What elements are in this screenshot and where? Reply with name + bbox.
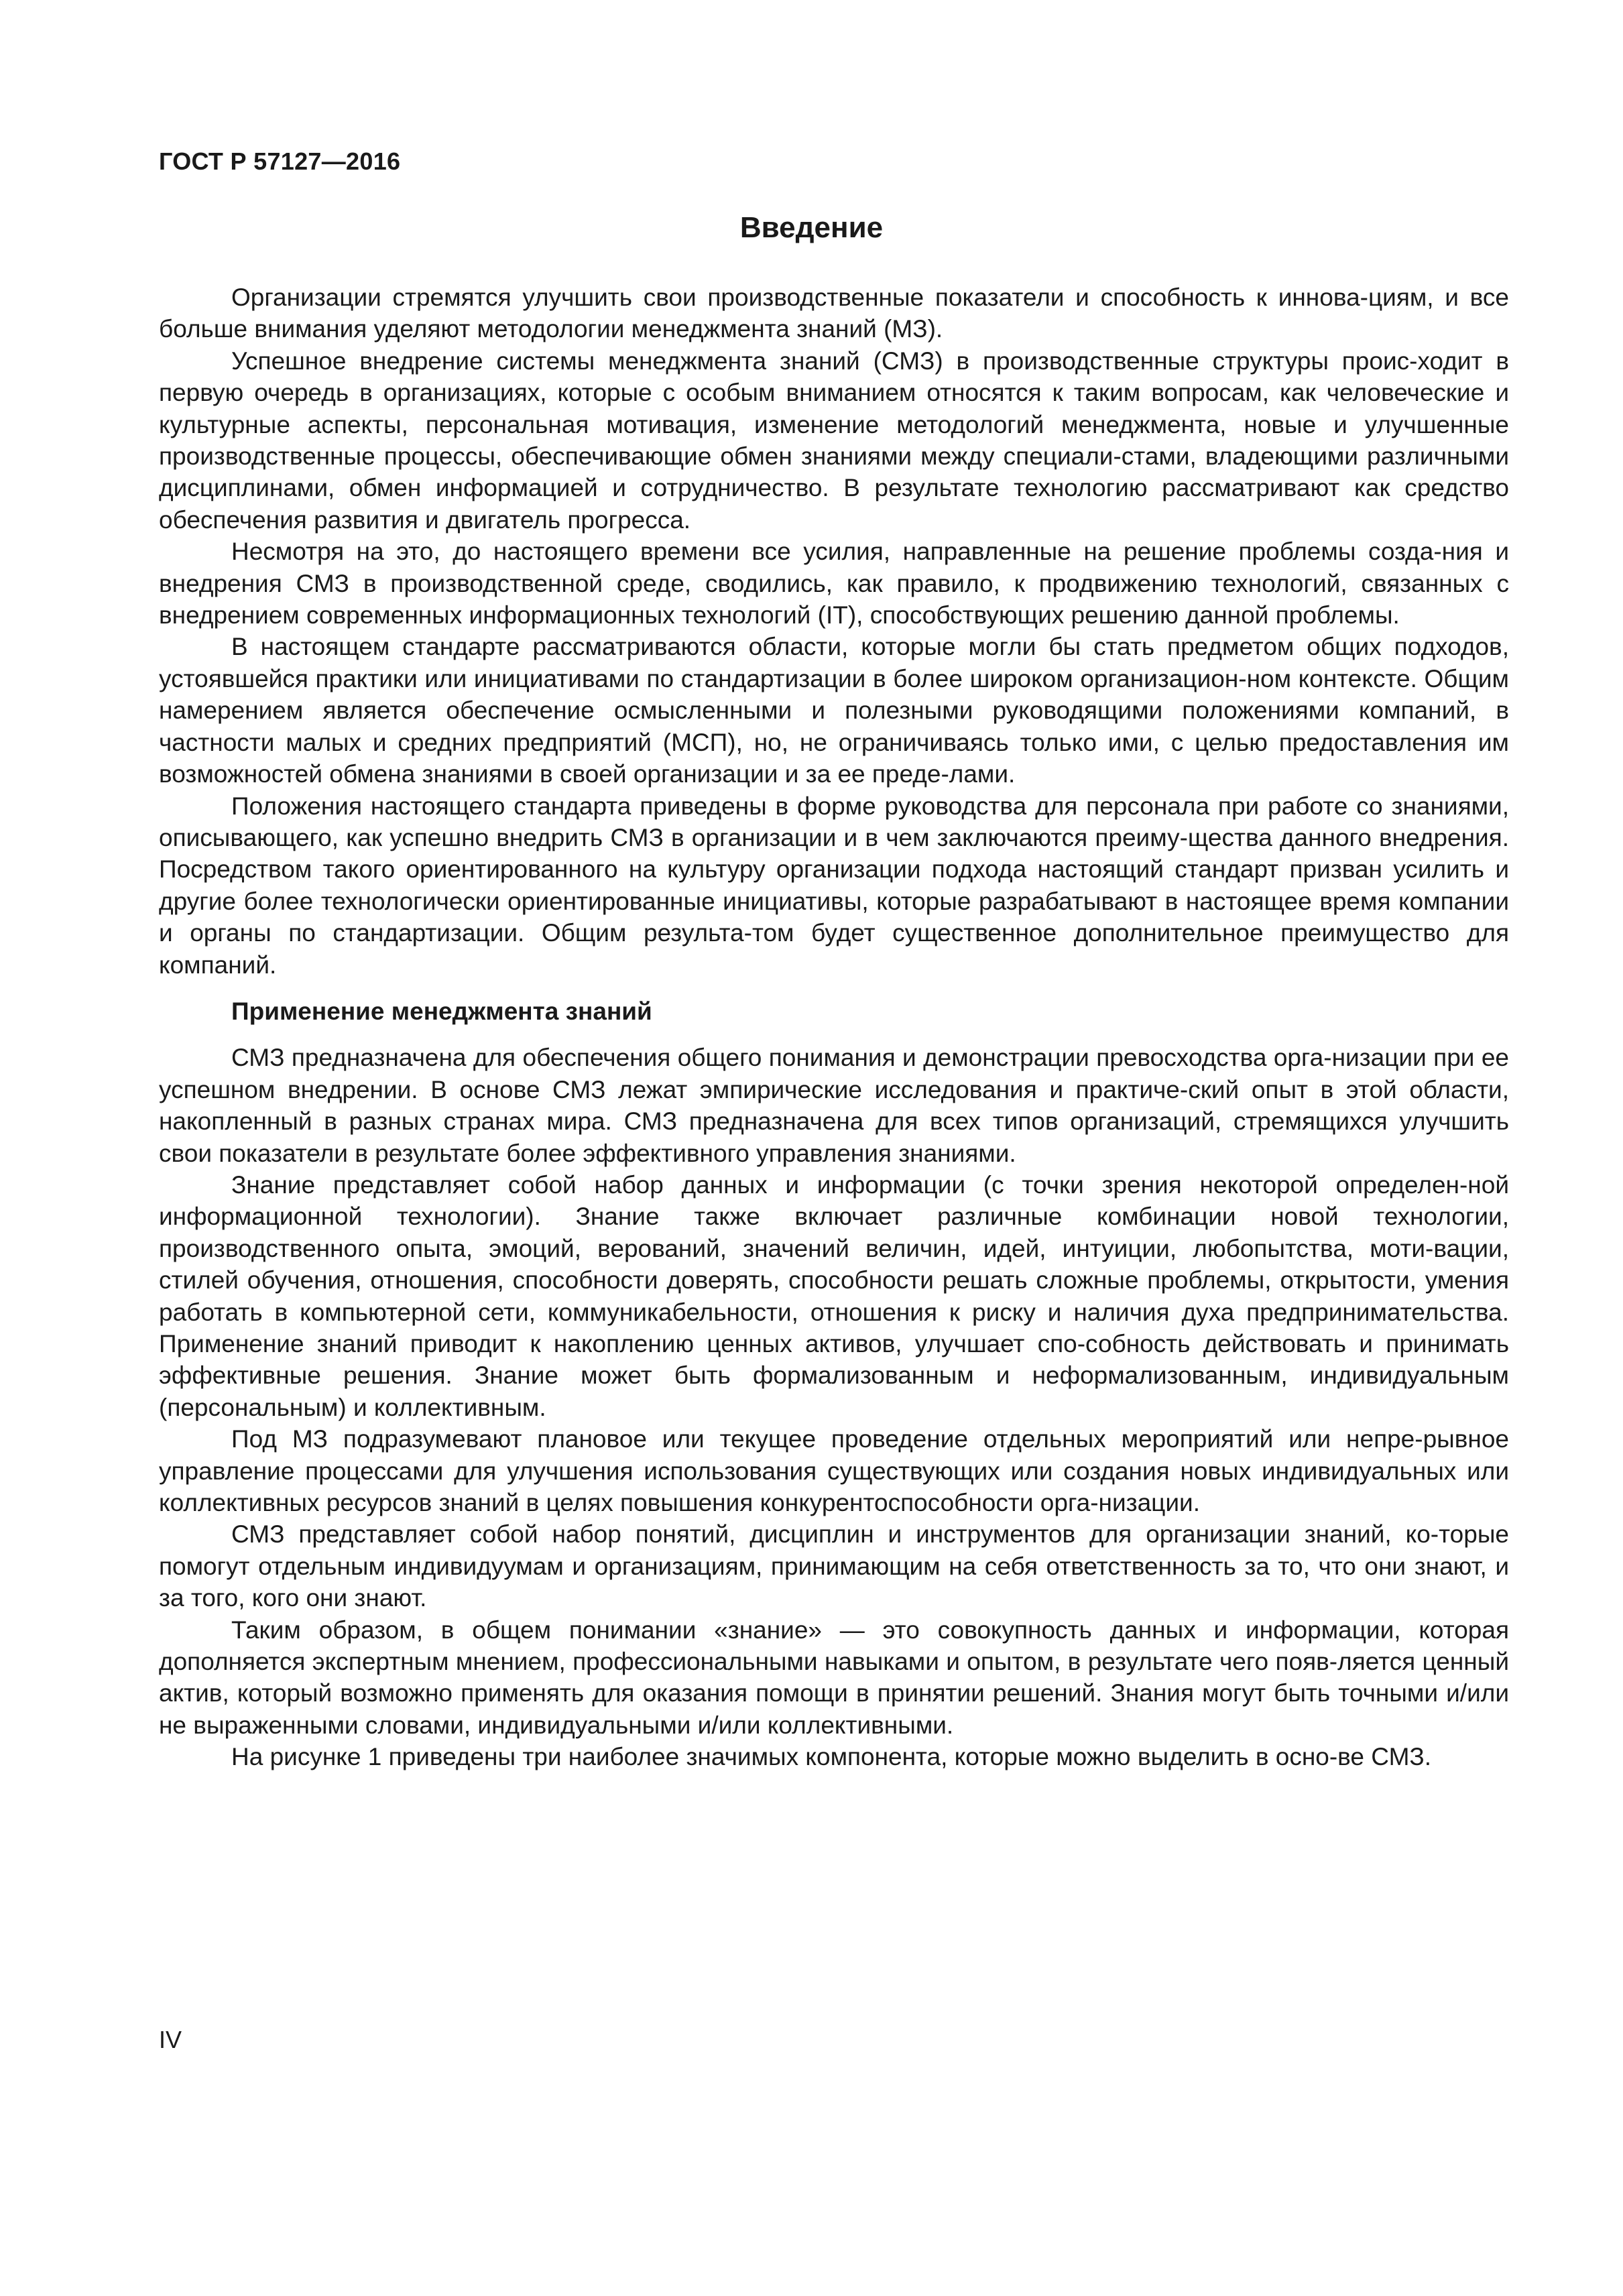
paragraph: СМЗ представляет собой набор понятий, дисциплин и инструментов для организации знаний, ко-торые помогут отдельным индивидуумам и организациям, принимающим на себя ответственность за то, что они знают, и за того, кого они знают.	[159, 1520, 1509, 1612]
paragraph: Под МЗ подразумевают плановое или текущее проведение отдельных мероприятий или непре-рывное управление процессами для улучшения использования существующих или создания новых индивидуальных или коллективных ресурсов знаний в целях повышения конкурентоспособности орга-низации.	[159, 1425, 1509, 1517]
paragraph: Несмотря на это, до настоящего времени все усилия, направленные на решение проблемы созда-ния и внедрения СМЗ в производственной среде, сводились, как правило, к продвижению технологий, связанных с внедрением современных информационных технологий (IT), способствующих решению данной проблемы.	[159, 538, 1509, 629]
paragraph: Знание представляет собой набор данных и информации (с точки зрения некоторой определен-ной информационной технологии). Знание также включает различные комбинации новой технологии, производственного опыта, эмоций, верований, значений величин, идей, интуиции, любопытства, моти-вации, стилей обучения, отношения, способности доверять, способности решать сложные проблемы, открытости, умения работать в компьютерной сети, коммуникабельности, отношения к риску и наличия духа предпринимательства. Применение знаний приводит к накоплению ценных активов, улучшает спо-собность действовать и принимать эффективные решения. Знание может быть формализованным и неформализованным, индивидуальным (персональным) и коллективным.	[159, 1170, 1509, 1421]
paragraph: Положения настоящего стандарта приведены в форме руководства для персонала при работе со знаниями, описывающего, как успешно внедрить СМЗ в организации и в чем заключаются преиму-щества данного внедрения. Посредством такого ориентированного на культуру организации подхода настоящий стандарт призван усилить и другие более технологически ориентированные инициативы, которые разрабатывают в настоящее время компании и органы по стандартизации. Общим результа-том будет существенное дополнительное преимущество для компаний.	[159, 792, 1509, 979]
paragraph: В настоящем стандарте рассматриваются области, которые могли бы стать предметом общих подходов, устоявшейся практики или инициативами по стандартизации в более широком организацион-ном контексте. Общим намерением является обеспечение осмысленными и полезными руководящими положениями компаний, в частности малых и средних предприятий (МСП), но, не ограничиваясь только ими, с целью предоставления им возможностей обмена знаниями в своей организации и за ее преде-лами.	[159, 633, 1509, 788]
section-heading: Применение менеджмента знаний	[231, 997, 652, 1025]
page-title: Введение	[739, 211, 884, 244]
paragraph: Организации стремятся улучшить свои производственные показатели и способность к иннова-циям, и все больше внимания уделяют методологии менеджмента знаний (МЗ).	[159, 284, 1509, 343]
paragraph: Таким образом, в общем понимании «знание» — это совокупность данных и информации, которая дополняется экспертным мнением, профессиональными навыками и опытом, в результате чего появ-ляется ценный актив, который возможно применять для оказания помощи в принятии решений. Знания могут быть точными и/или не выраженными словами, индивидуальными и/или коллективными.	[159, 1616, 1509, 1739]
document-body	[159, 282, 1509, 1773]
document-code: ГОСТ Р 57127—2016	[159, 147, 401, 175]
paragraph: На рисунке 1 приведены три наиболее значимых компонента, которые можно выделить в осно-ве СМЗ.	[231, 1743, 1432, 1771]
page-number: IV	[159, 2026, 182, 2053]
paragraph: Успешное внедрение системы менеджмента знаний (СМЗ) в производственные структуры проис-ходит в первую очередь в организациях, которые с особым вниманием относятся к таким вопросам, как человеческие и культурные аспекты, персональная мотивация, изменение методологий менеджмента, новые и улучшенные производственные процессы, обеспечивающие обмен знаниями между специали-стами, владеющими различными дисциплинами, обмен информацией и сотрудничество. В результате технологию рассматривают как средство обеспечения развития и двигатель прогресса.	[159, 347, 1509, 534]
paragraph: СМЗ предназначена для обеспечения общего понимания и демонстрации превосходства орга-низации при ее успешном внедрении. В основе СМЗ лежат эмпирические исследования и практиче-ский опыт в этой области, накопленный в разных странах мира. СМЗ предназначена для всех типов организаций, стремящихся улучшить свои показатели в результате более эффективного управления знаниями.	[159, 1044, 1509, 1167]
